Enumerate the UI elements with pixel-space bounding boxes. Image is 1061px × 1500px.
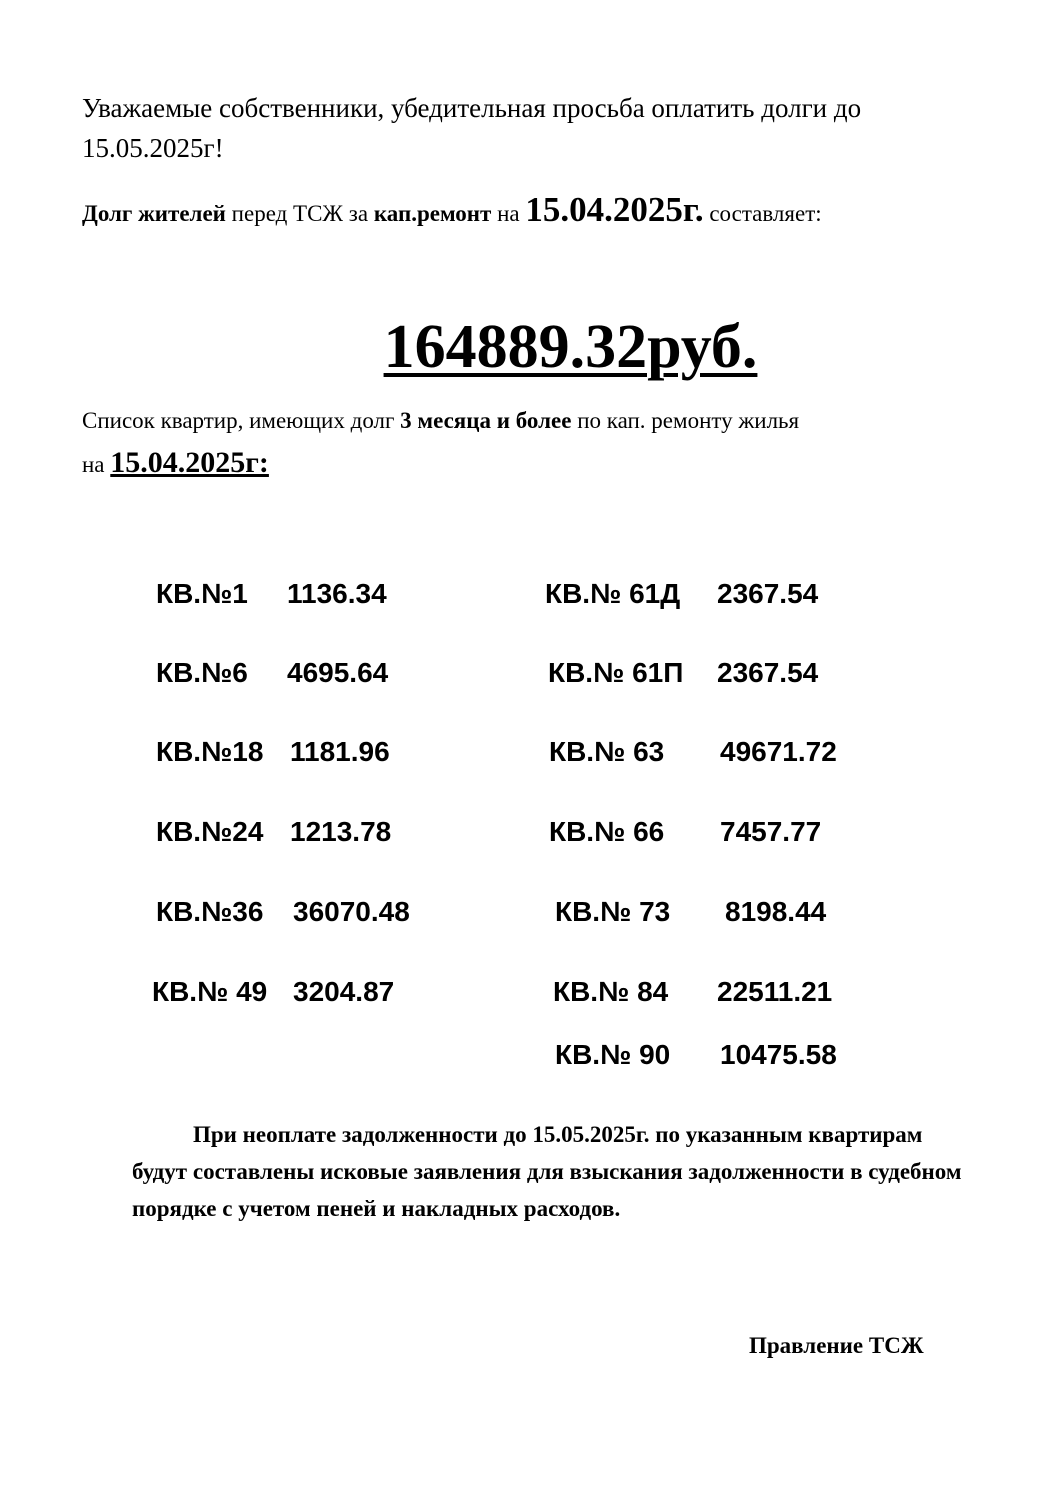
total-debt	[0, 312, 1061, 383]
list-header-period: 3 месяца и более	[400, 408, 572, 433]
apartment-label: КВ.№ 66	[549, 816, 665, 847]
apartment-label: КВ.№ 84	[553, 976, 669, 1007]
list-header-line-1	[82, 408, 799, 434]
apartment-amount: 36070.48	[293, 896, 410, 927]
debt-date: 15.04.2025г.	[525, 190, 704, 229]
apartment-amount: 2367.54	[717, 578, 819, 609]
apartment-amount: 8198.44	[725, 896, 827, 927]
debt-text-3: составляет:	[703, 201, 822, 226]
list-header-prefix: на	[82, 452, 111, 477]
apartment-amount: 2367.54	[717, 657, 819, 688]
intro-line-2: 15.05.2025г!	[82, 133, 224, 163]
apartment-label: КВ.№18	[156, 736, 264, 767]
apartment-label: КВ.№ 63	[549, 736, 665, 767]
apartment-amount: 1213.78	[290, 816, 392, 847]
total-debt-amount: 164889.32руб.	[383, 313, 758, 381]
debt-category: кап.ремонт	[373, 201, 492, 226]
apartment-label: КВ.№ 49	[152, 976, 268, 1007]
legal-warning	[132, 1116, 962, 1227]
debt-statement	[82, 190, 822, 230]
debt-text-1: перед ТСЖ за	[225, 201, 374, 226]
apartment-amount: 4695.64	[287, 657, 389, 688]
apartment-label: КВ.№ 73	[555, 896, 671, 927]
debt-label: Долг жителей	[82, 201, 226, 226]
apartment-amount: 3204.87	[293, 976, 395, 1007]
apartment-label: КВ.№1	[156, 578, 248, 609]
apartment-label: КВ.№36	[156, 896, 264, 927]
apartment-label: КВ.№ 90	[555, 1039, 671, 1070]
list-header-date: 15.04.2025г:	[110, 446, 269, 479]
apartment-label: КВ.№24	[156, 816, 264, 847]
apartment-amount: 49671.72	[720, 736, 837, 767]
intro-text	[82, 88, 861, 168]
apartment-label: КВ.№ 61Д	[545, 578, 681, 609]
apartment-label: КВ.№ 61П	[548, 657, 684, 688]
apartment-label: КВ.№6	[156, 657, 248, 688]
apartment-amount: 10475.58	[720, 1039, 837, 1070]
intro-line-1: Уважаемые собственники, убедительная просьба оплатить долги до	[82, 93, 862, 123]
apartment-amount: 22511.21	[717, 976, 833, 1007]
list-header-line-2	[82, 446, 269, 480]
apartment-amount: 1136.34	[287, 578, 387, 609]
list-header-text-2: по кап. ремонту жилья	[571, 408, 800, 433]
debt-text-2: на	[491, 201, 526, 226]
apartment-amount: 1181.96	[290, 736, 390, 767]
apartment-amount: 7457.77	[720, 816, 822, 847]
signature: Правление ТСЖ	[749, 1333, 924, 1358]
list-header-text-1: Список квартир, имеющих долг	[82, 408, 401, 433]
legal-warning-text: При неоплате задолженности до 15.05.2025г. по указанным квартирам будут составлены исковые заявления для взыскания задолженности в судебном порядке с учетом пеней и накладных расходов.	[132, 1122, 962, 1221]
